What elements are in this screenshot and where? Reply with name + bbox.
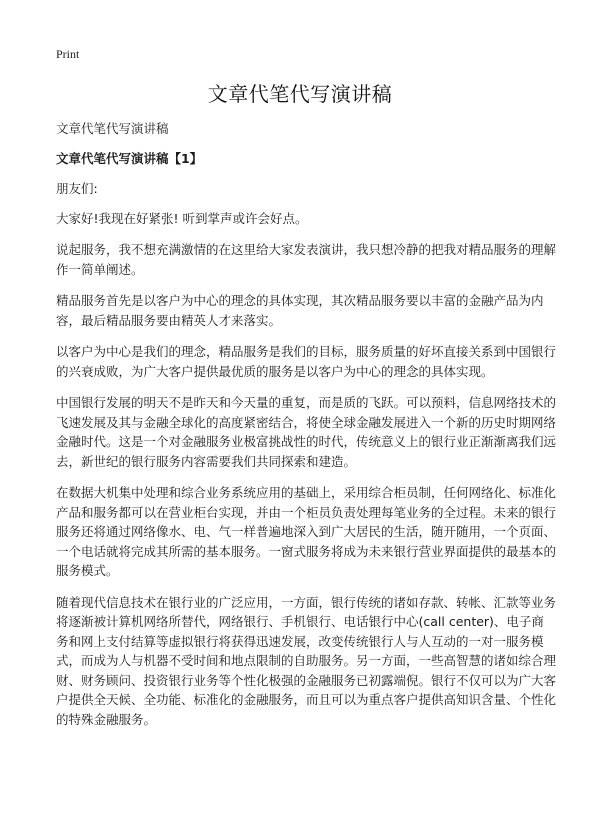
document-body <box>56 119 556 741</box>
document-title: 文章代笔代写演讲稿 <box>207 82 393 106</box>
paragraph: 在数据大机集中处理和综合业务系统应用的基础上，采用综合柜员制，任何网络化、标准化产品和服务都可以在营业柜台实现，并由一个柜员负责处理每笔业务的全过程。未来的银行服务还将通过网络像水、电、气一样普遍地深入到广大居民的生活，随开随用，一个页面、一个电话就将完成其所需的基本服务。一窗式服务将成为未来银行营业界面提供的最基本的服务模式。 <box>56 485 557 578</box>
document-subtitle: 文章代笔代写演讲稿 <box>56 121 169 136</box>
paragraph: 大家好!我现在好紧张! 听到掌声或许会好点。 <box>56 210 308 226</box>
paragraph: 说起服务，我不想充满激情的在这里给大家发表演讲，我只想冷静的把我对精品服务的理解作一简单阐述。 <box>56 242 557 277</box>
paragraph: 精品服务首先是以客户为中心的理念的具体实现，其次精品服务要以丰富的金融产品为内容，最后精品服务要由精英人才来落实。 <box>56 293 544 328</box>
print-link[interactable]: Print <box>56 47 80 61</box>
paragraph: 中国银行发展的明天不是昨天和今天量的重复，而是质的飞跃。可以预料，信息网络技术的飞速发展及其与金融全球化的高度紧密结合，将使全球金融发展进入一个新的历史时期网络金融时代。这是一个对金融服务业极富挑战性的时代，传统意义上的银行业正渐渐离我们远去，新世纪的银行服务内容需要我们共同探索和建造。 <box>56 395 557 469</box>
paragraph: 随着现代信息技术在银行业的广泛应用，一方面，银行传统的诸如存款、转帐、汇款等业务将逐渐被计算机网络所替代，网络银行、手机银行、电话银行中心(call center)、电子商务和网上支付结算等虚拟银行将获得迅速发展，改变传统银行人与人互动的一对一服务模式，而成为人与机器不受时间和地点限制的自助服务。另一方面，一些高智慧的诸如综合理财、财务顾问、投资银行业务等个性化极强的金融服务已初露端倪。银行不仅可以为广大客户提供全天候、全功能、标准化的金融服务，而且可以为重点客户提供高知识含量、个性化的特殊金融服务。 <box>56 594 557 727</box>
section-heading: 文章代笔代写演讲稿【1】 <box>56 150 203 166</box>
greeting: 朋友们: <box>56 181 98 196</box>
paragraph: 以客户为中心是我们的理念，精品服务是我们的目标，服务质量的好坏直接关系到中国银行的兴衰成败，为广大客户提供最优质的服务是以客户为中心的理念的具体实现。 <box>56 344 557 379</box>
